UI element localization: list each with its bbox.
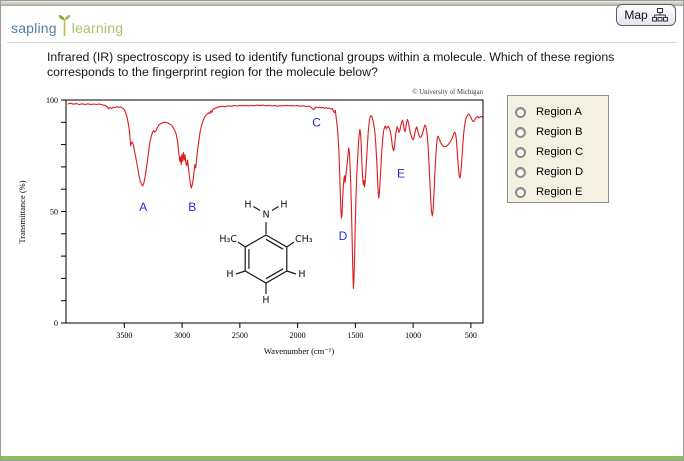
sapling-learning-logo[interactable]: [11, 14, 123, 36]
answer-option-a[interactable]: [515, 102, 608, 122]
x-tick-label: 3000: [174, 331, 191, 340]
region-label-b: B: [188, 200, 197, 215]
x-tick-label: 2500: [231, 331, 248, 340]
y-tick-label: 0: [54, 319, 58, 328]
x-axis-title: Wavenumber (cm⁻¹): [263, 346, 335, 356]
radio-region-c[interactable]: [515, 147, 526, 158]
answer-label-c: Region C: [536, 146, 584, 158]
map-button[interactable]: [616, 4, 676, 26]
atom-label-methyl-left: H₃C: [219, 234, 237, 245]
answer-option-e[interactable]: [515, 182, 608, 202]
answer-option-d[interactable]: [515, 162, 608, 182]
region-label-a: A: [139, 200, 148, 215]
radio-region-a[interactable]: [515, 107, 526, 118]
atom-label-h-amine-left: H: [244, 199, 252, 211]
x-tick-label: 1500: [347, 331, 364, 340]
sapling-sprout-icon: [58, 14, 71, 38]
radio-region-e[interactable]: [515, 187, 526, 198]
x-tick-label: 500: [464, 331, 477, 340]
answer-label-d: Region D: [536, 166, 584, 178]
radio-region-d[interactable]: [515, 167, 526, 178]
atom-label-h-ring-bottom: H: [262, 295, 270, 306]
logo-text-learning: learning: [71, 20, 124, 36]
benzene-ring: [245, 235, 287, 283]
question-line-2: corresponds to the fingerprint region for the molecule below?: [47, 64, 378, 79]
atom-label-h-ring-left: H: [226, 269, 234, 280]
region-label-c: C: [312, 115, 321, 130]
question-text: [47, 50, 647, 80]
x-tick-label: 1000: [405, 331, 422, 340]
atom-label-h-ring-right: H: [298, 269, 306, 280]
radio-region-b[interactable]: [515, 127, 526, 138]
question-line-1: Infrared (IR) spectroscopy is used to identify functional groups within a molecule. Which of these regions: [47, 50, 615, 64]
region-label-e: E: [396, 166, 405, 181]
y-tick-label: 50: [50, 207, 58, 217]
ir-spectrum-line: [68, 103, 483, 288]
ir-spectrum-chart: [15, 86, 507, 371]
window-top-bar: [1, 1, 683, 6]
region-label-d: D: [338, 229, 348, 244]
atom-label-n: N: [262, 209, 270, 221]
answer-label-b: Region B: [536, 126, 583, 138]
y-tick-label: 100: [46, 96, 58, 105]
molecule-structure: [219, 200, 312, 307]
answer-option-c[interactable]: [515, 142, 608, 162]
sitemap-icon: [652, 8, 668, 22]
atom-label-h-amine-right: H: [280, 199, 288, 211]
atom-label-methyl-right: CH₃: [295, 234, 313, 245]
logo-text-sapling: sapling: [11, 20, 57, 36]
plot-frame: [66, 100, 483, 323]
window-bottom-bar: [1, 456, 683, 460]
y-axis-title: Transmittance (%): [17, 180, 27, 244]
copyright-credit: © University of Michigan: [412, 89, 483, 96]
x-tick-label: 2000: [289, 331, 306, 340]
answer-option-b[interactable]: [515, 122, 608, 142]
map-button-label: Map: [624, 8, 648, 22]
header-divider: [7, 42, 677, 43]
answer-options-box: [507, 95, 609, 203]
answer-label-e: Region E: [536, 186, 583, 198]
answer-label-a: Region A: [536, 106, 582, 118]
x-tick-label: 3500: [116, 331, 133, 340]
